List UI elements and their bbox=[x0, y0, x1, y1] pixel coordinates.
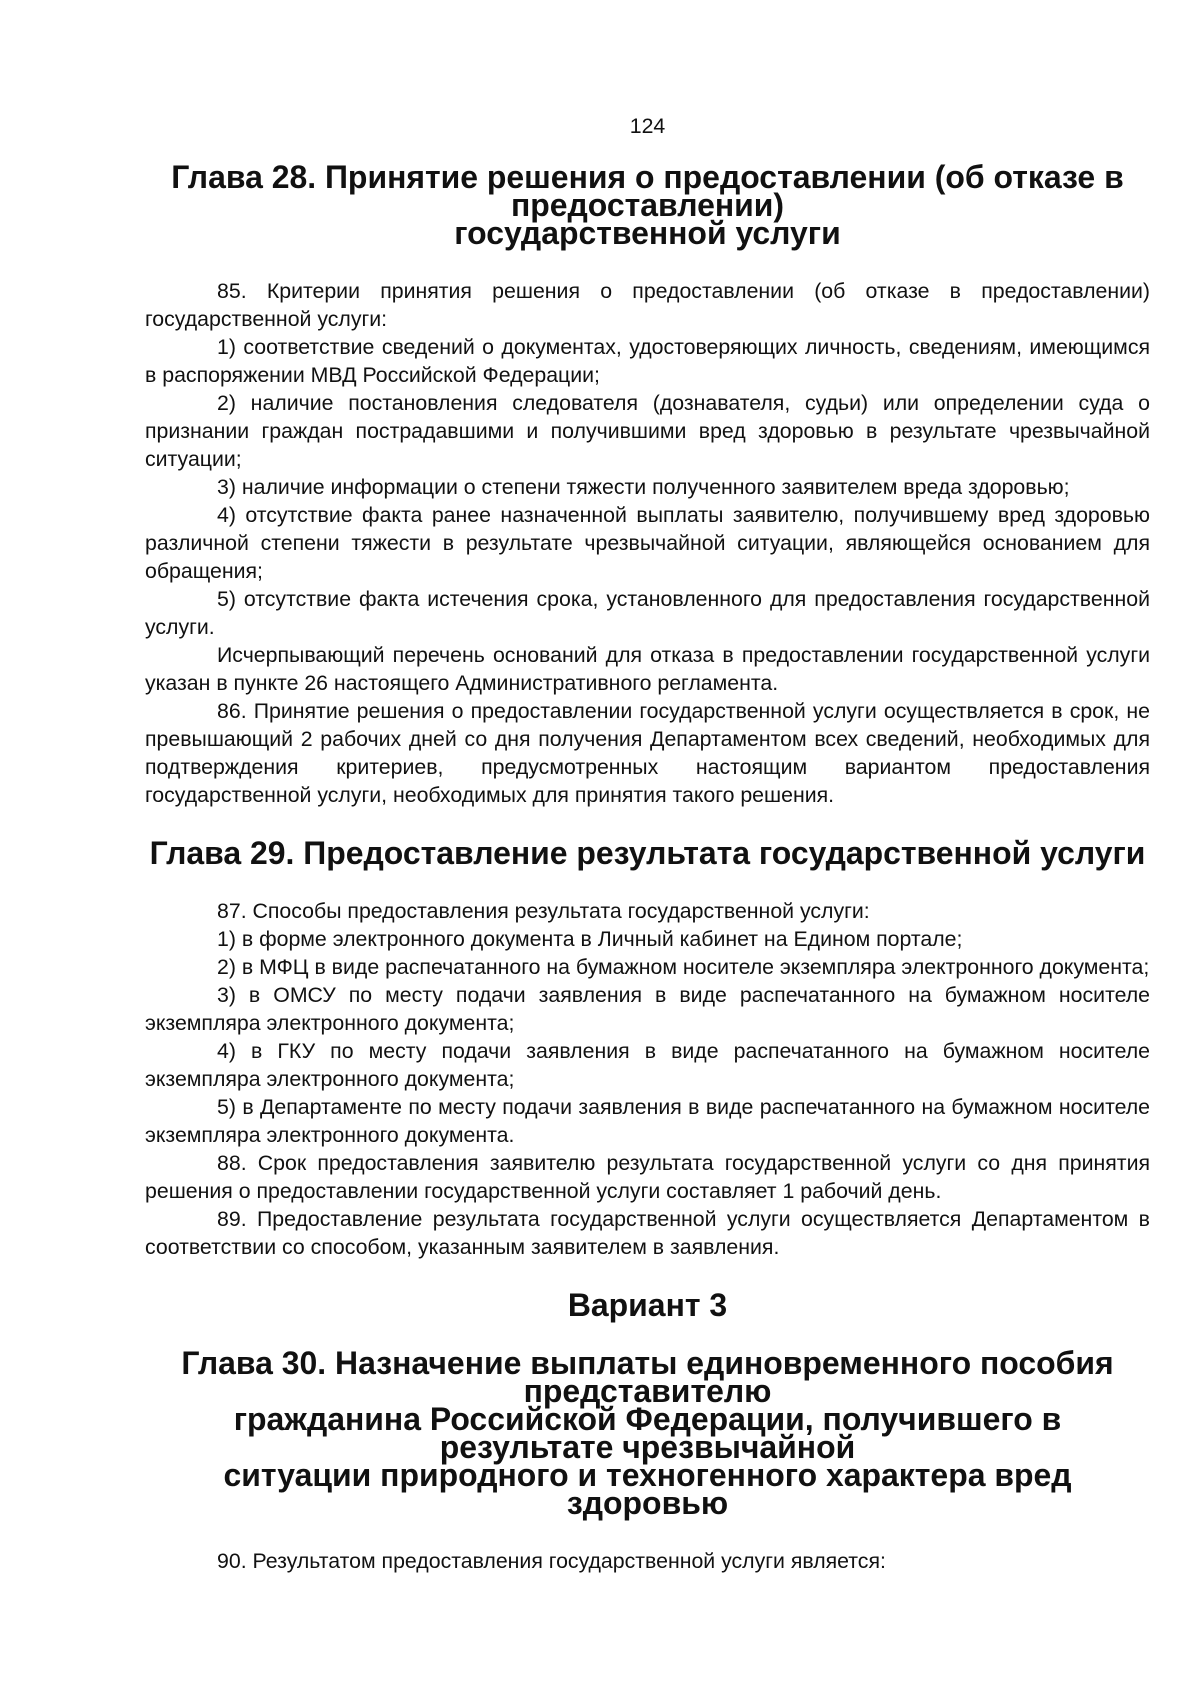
paragraph-87: 87. Способы предоставления результата государственной услуги: bbox=[217, 899, 870, 923]
heading-line: Глава 28. Принятие решения о предоставлении (об отказе в предоставлении) bbox=[171, 159, 1124, 223]
heading-line: Вариант 3 bbox=[567, 1287, 728, 1323]
list-item-87-3: 3) в ОМСУ по месту подачи заявления в виде распечатанного на бумажном носителе экземпляра электронного документа; bbox=[145, 983, 1150, 1035]
heading-line: ситуации природного и техногенного характера вред здоровью bbox=[223, 1457, 1072, 1521]
list-item-87-1: 1) в форме электронного документа в Личный кабинет на Едином портале; bbox=[217, 927, 963, 951]
list-item-87-5: 5) в Департаменте по месту подачи заявления в виде распечатанного на бумажном носителе экземпляра электронного документа. bbox=[145, 1095, 1150, 1147]
refusal-grounds-paragraph: Исчерпывающий перечень оснований для отказа в предоставлении государственной услуги указан в пункте 26 настоящего Административного регламента. bbox=[145, 643, 1150, 695]
page-number: 124 bbox=[629, 114, 666, 138]
variant-heading bbox=[145, 1287, 1150, 1323]
chapter-28-body bbox=[145, 277, 1150, 809]
paragraph-85: 85. Критерии принятия решения о предоставлении (об отказе в предоставлении) государственной услуги: bbox=[145, 279, 1150, 331]
heading-line: государственной услуги bbox=[454, 215, 841, 251]
heading-line: Глава 30. Назначение выплаты единовременного пособия представителю bbox=[181, 1345, 1114, 1409]
paragraph-89: 89. Предоставление результата государственной услуги осуществляется Департаментом в соответствии со способом, указанным заявителем в заявления. bbox=[145, 1207, 1150, 1259]
paragraph-90: 90. Результатом предоставления государственной услуги является: bbox=[217, 1549, 886, 1573]
heading-line: гражданина Российской Федерации, получившего в результате чрезвычайной bbox=[233, 1401, 1062, 1465]
list-item-85-1: 1) соответствие сведений о документах, удостоверяющих личность, сведениям, имеющимся в распоряжении МВД Российской Федерации; bbox=[145, 335, 1150, 387]
list-item-85-3: 3) наличие информации о степени тяжести полученного заявителем вреда здоровью; bbox=[217, 475, 1070, 499]
list-item-87-2: 2) в МФЦ в виде распечатанного на бумажном носителе экземпляра электронного документа; bbox=[217, 955, 1150, 979]
list-item-85-2: 2) наличие постановления следователя (дознавателя, судьи) или определении суда о признании граждан пострадавшими и получившими вред здоровью в результате чрезвычайной ситуации; bbox=[145, 391, 1150, 471]
chapter-29-body bbox=[145, 897, 1150, 1261]
list-item-85-5: 5) отсутствие факта истечения срока, установленного для предоставления государственной услуги. bbox=[145, 587, 1150, 639]
paragraph-86: 86. Принятие решения о предоставлении государственной услуги осуществляется в срок, не превышающий 2 рабочих дней со дня получения Департаментом всех сведений, необходимых для подтверждения критериев, предусмотренных настоящим вариантом предоставления государственной услуги, необходимых для принятия такого решения. bbox=[145, 699, 1150, 807]
chapter-28-heading bbox=[145, 159, 1150, 251]
paragraph-88: 88. Срок предоставления заявителю результата государственной услуги со дня принятия решения о предоставлении государственной услуги составляет 1 рабочий день. bbox=[145, 1151, 1150, 1203]
list-item-85-4: 4) отсутствие факта ранее назначенной выплаты заявителю, получившему вред здоровью различной степени тяжести в результате чрезвычайной ситуации, являющейся основанием для обращения; bbox=[145, 503, 1150, 583]
chapter-29-heading bbox=[145, 835, 1150, 871]
chapter-30-heading bbox=[145, 1345, 1150, 1521]
heading-line: Глава 29. Предоставление результата государственной услуги bbox=[149, 835, 1146, 871]
chapter-30-body bbox=[145, 1547, 1150, 1575]
list-item-87-4: 4) в ГКУ по месту подачи заявления в виде распечатанного на бумажном носителе экземпляра электронного документа; bbox=[145, 1039, 1150, 1091]
